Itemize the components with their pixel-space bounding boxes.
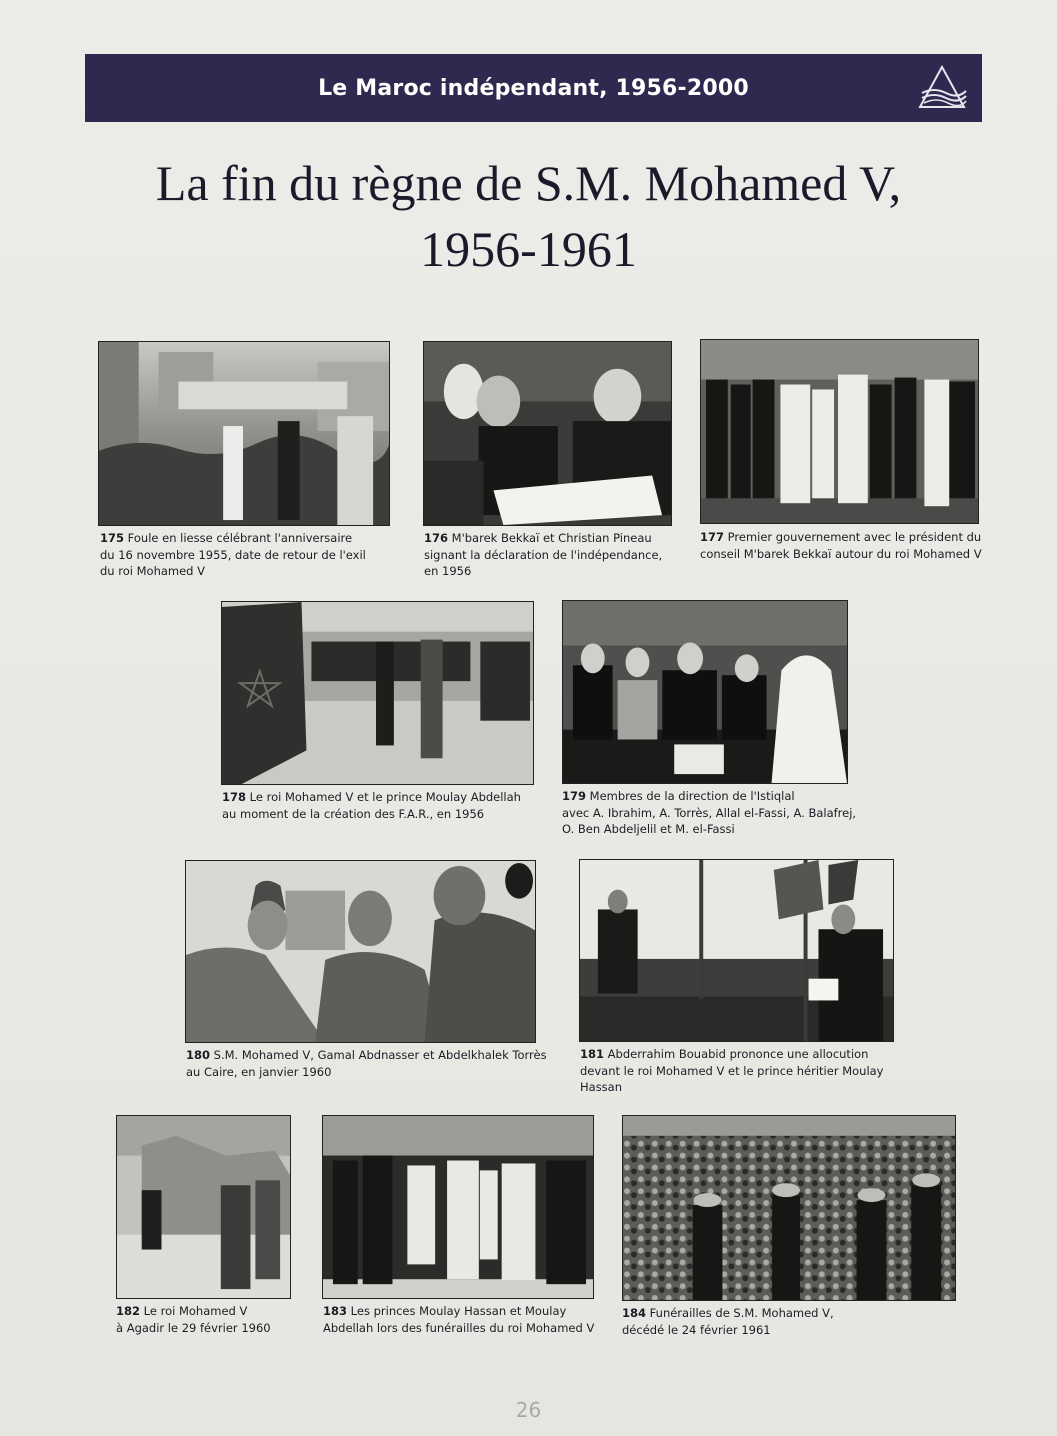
caption-line: au Caire, en janvier 1960 xyxy=(186,1064,332,1079)
caption-number: 177 xyxy=(700,530,725,544)
caption-line: du roi Mohamed V xyxy=(100,564,205,578)
photo-181-speech xyxy=(579,859,894,1042)
caption-number: 184 xyxy=(622,1306,647,1320)
caption-177 xyxy=(700,529,982,562)
photo-184-funeral xyxy=(622,1115,956,1301)
caption-178 xyxy=(222,789,521,822)
caption-line: Premier gouvernement avec le président du xyxy=(727,530,982,544)
caption-181 xyxy=(580,1046,884,1096)
caption-line: conseil M'barek Bekkaï autour du roi Mohamed V xyxy=(700,546,982,561)
caption-line: avec A. Ibrahim, A. Torrès, Allal el-Fassi, A. Balafrej, xyxy=(562,805,857,820)
caption-line: Le roi Mohamed V et le prince Moulay Abdellah xyxy=(249,790,521,804)
caption-number: 178 xyxy=(222,790,247,804)
caption-number: 182 xyxy=(116,1304,141,1318)
caption-number: 183 xyxy=(323,1304,348,1318)
caption-number: 181 xyxy=(580,1047,605,1061)
caption-number: 180 xyxy=(186,1048,211,1062)
page-title-line1: La fin du règne de S.M. Mohamed V, xyxy=(155,155,902,211)
caption-183 xyxy=(323,1303,594,1336)
photo-179-istiqlal xyxy=(562,600,848,784)
caption-line: décédé le 24 février 1961 xyxy=(622,1322,771,1337)
caption-line: en 1956 xyxy=(424,564,472,578)
caption-line: au moment de la création des F.A.R., en 1956 xyxy=(222,806,485,821)
photo-180-cairo xyxy=(185,860,536,1043)
caption-line: Membres de la direction de l'Istiqlal xyxy=(589,789,795,803)
photo-177-government xyxy=(700,339,979,524)
photo-176-signing xyxy=(423,341,672,526)
photo-178-far xyxy=(221,601,534,785)
caption-line: Les princes Moulay Hassan et Moulay xyxy=(350,1304,567,1318)
caption-176 xyxy=(424,530,662,580)
caption-number: 179 xyxy=(562,789,587,803)
page-title-line2: 1956-1961 xyxy=(420,221,637,277)
photo-183-princes xyxy=(322,1115,594,1299)
caption-line: devant le roi Mohamed V et le prince héritier Moulay xyxy=(580,1063,884,1078)
caption-line: O. Ben Abdeljelil et M. el-Fassi xyxy=(562,822,735,836)
caption-line: S.M. Mohamed V, Gamal Abdnasser et Abdelkhalek Torrès xyxy=(213,1048,547,1062)
caption-179 xyxy=(562,788,856,838)
caption-175 xyxy=(100,530,366,580)
caption-180 xyxy=(186,1047,547,1080)
caption-line: Abdellah lors des funérailles du roi Mohamed V xyxy=(323,1320,595,1335)
header-bar xyxy=(85,54,982,122)
caption-line: Funérailles de S.M. Mohamed V, xyxy=(649,1306,834,1320)
caption-line: du 16 novembre 1955, date de retour de l'exil xyxy=(100,547,366,562)
caption-line: à Agadir le 29 février 1960 xyxy=(116,1320,271,1335)
caption-184 xyxy=(622,1305,834,1338)
caption-number: 176 xyxy=(424,531,449,545)
photo-182-agadir xyxy=(116,1115,291,1299)
caption-number: 175 xyxy=(100,531,125,545)
page-number: 26 xyxy=(515,1398,542,1422)
caption-line: Le roi Mohamed V xyxy=(143,1304,248,1318)
caption-182 xyxy=(116,1303,271,1336)
caption-line: M'barek Bekkaï et Christian Pineau xyxy=(451,531,652,545)
photo-175-crowd xyxy=(98,341,390,526)
triangle-wave-logo-icon xyxy=(916,63,968,113)
header-title: Le Maroc indépendant, 1956-2000 xyxy=(318,75,749,101)
caption-line: Hassan xyxy=(580,1080,623,1094)
caption-line: Abderrahim Bouabid prononce une allocution xyxy=(607,1047,869,1061)
caption-line: Foule en liesse célébrant l'anniversaire xyxy=(127,531,353,545)
caption-line: signant la déclaration de l'indépendance, xyxy=(424,547,663,562)
